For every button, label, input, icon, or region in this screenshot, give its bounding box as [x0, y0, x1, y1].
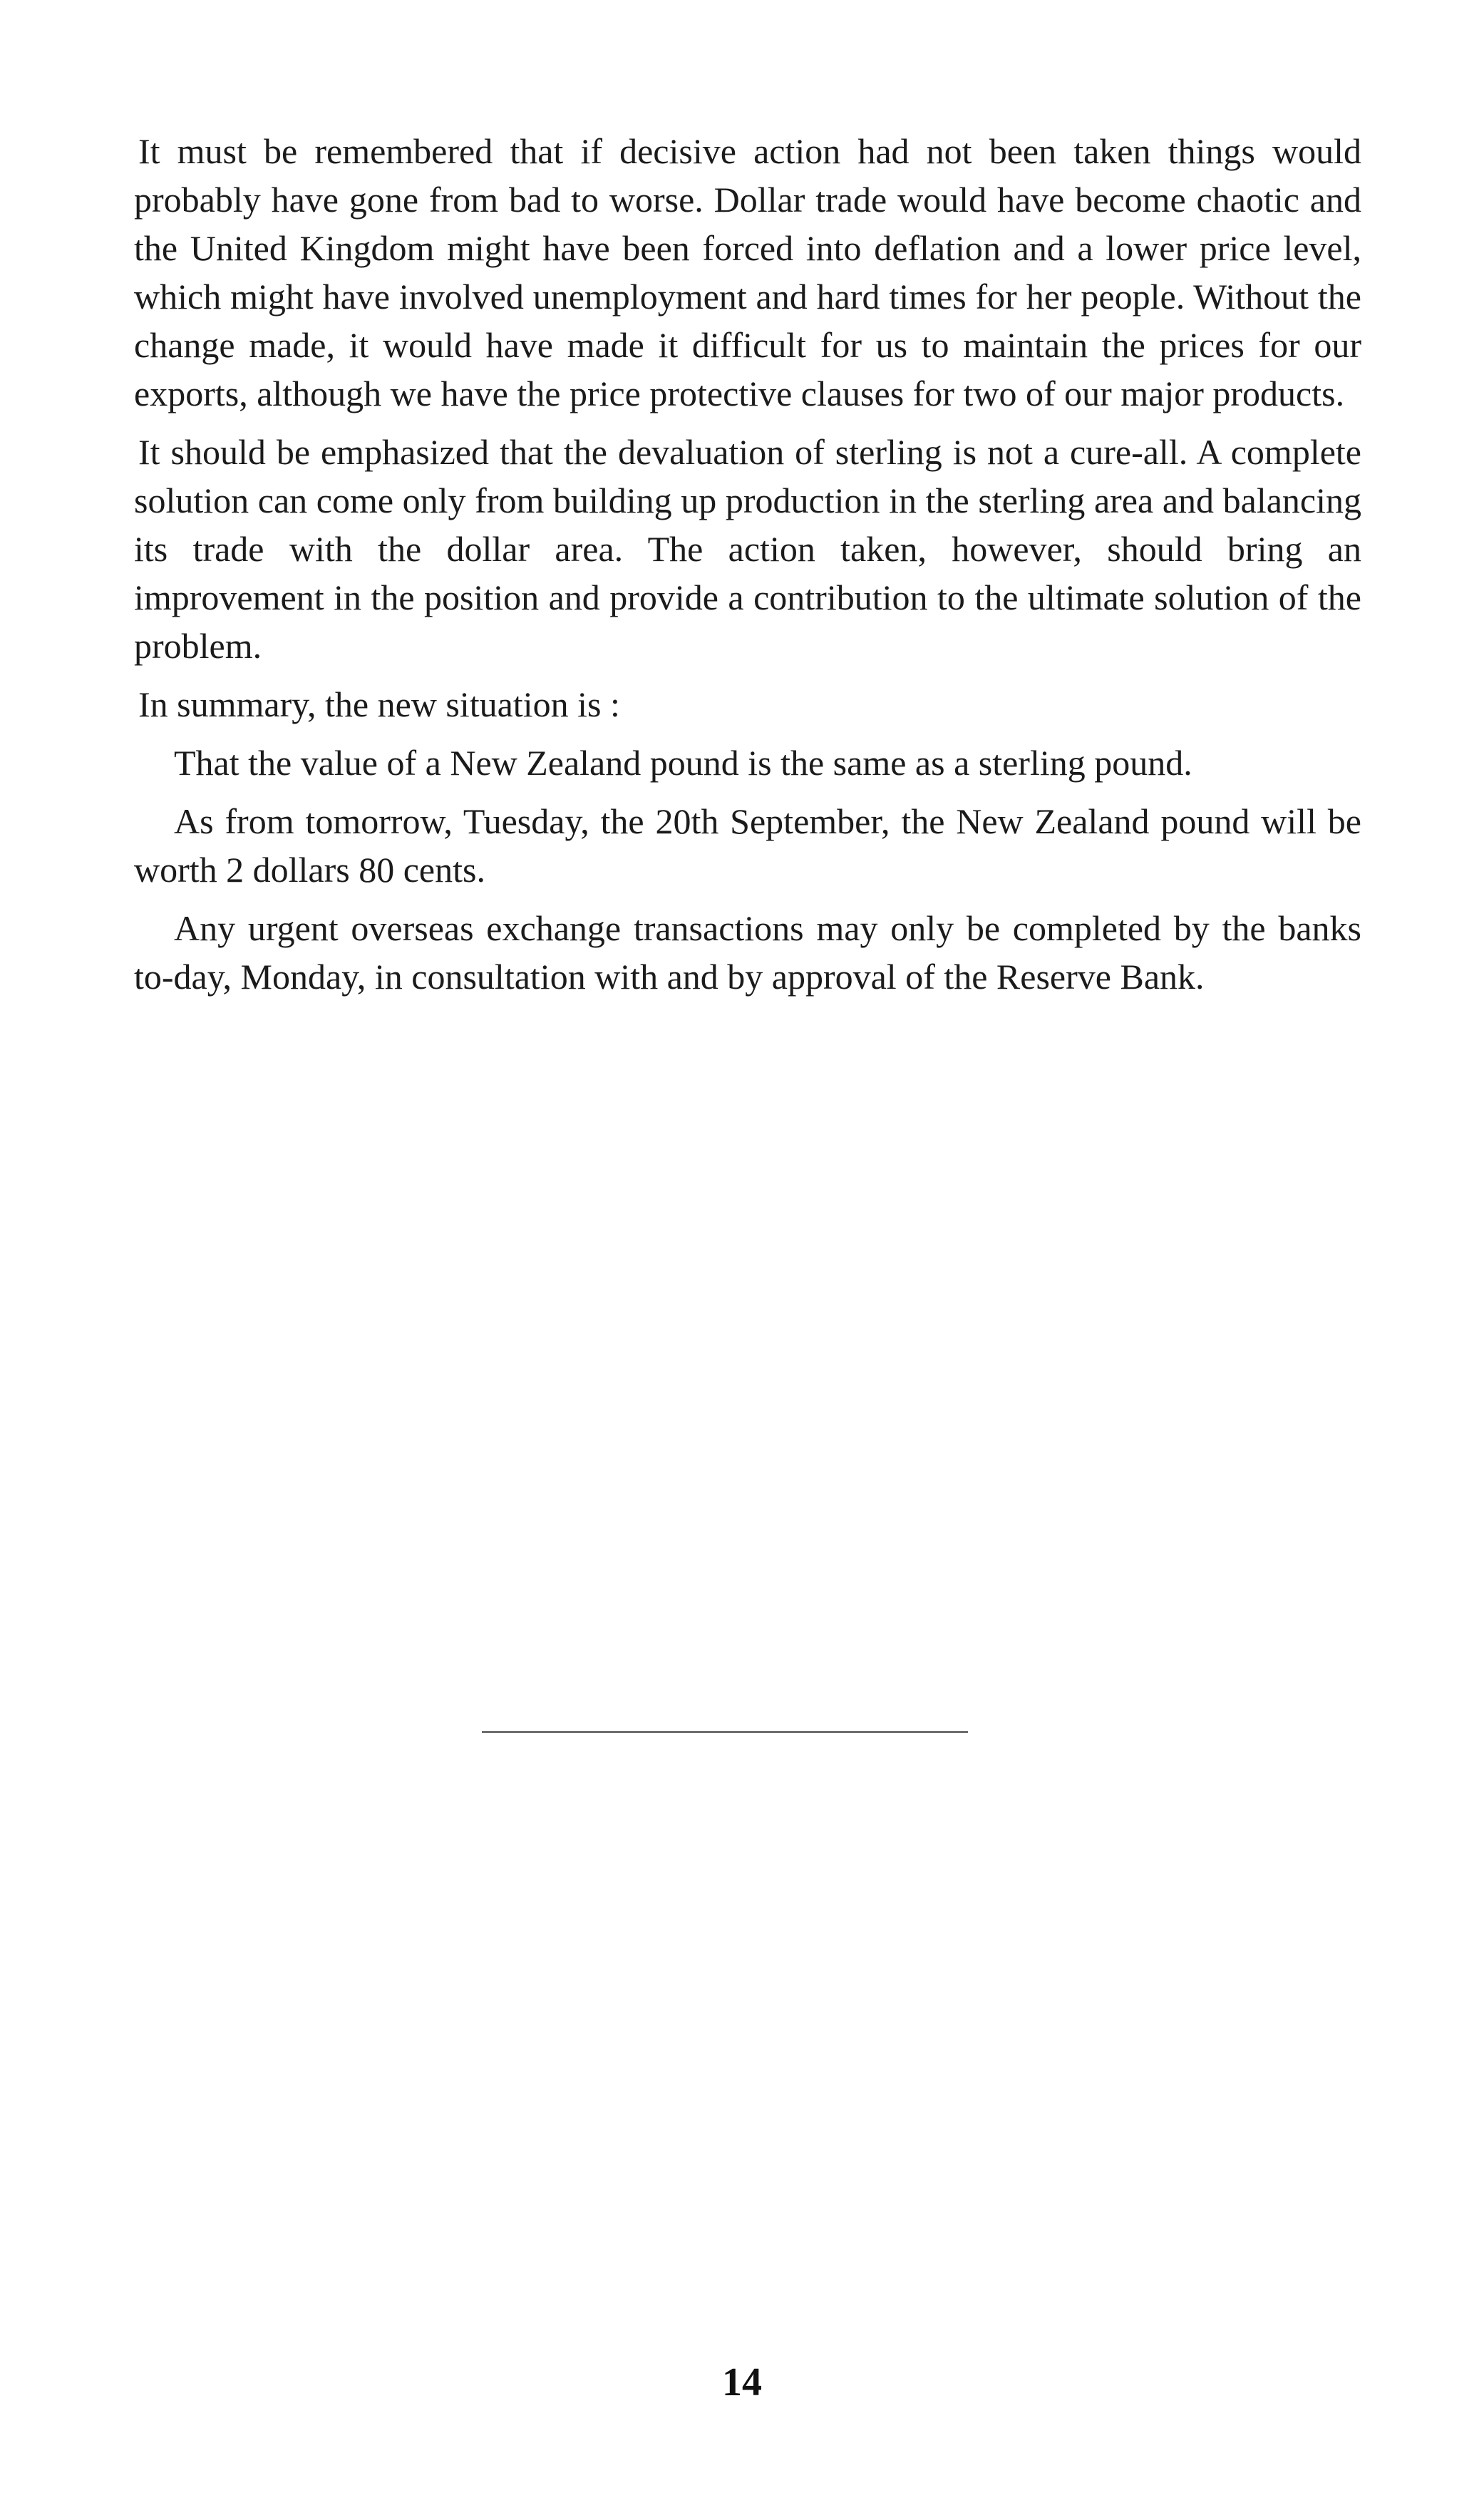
summary-item-pound-value: That the value of a New Zealand pound is the same as a sterling pound.: [174, 743, 1192, 783]
page-number: 14: [722, 2360, 762, 2405]
summary-item-exchange-rate: As from tomorrow, Tuesday, the 20th September, the New Zealand pound will be worth 2 dollars 80 cents.: [134, 801, 1361, 890]
section-divider: [482, 1731, 968, 1733]
paragraph-summary-intro: In summary, the new situation is :: [138, 684, 620, 724]
paragraph-devaluation: It should be emphasized that the devaluation of sterling is not a cure-all. A complete solution can come only from building up production in the sterling area and balancing its trade with the dollar area. The action taken, however, should bring an improvement in the position and provide a contribution to the ultimate solution of the problem.: [134, 432, 1361, 666]
summary-item-urgent-transactions: Any urgent overseas exchange transactions may only be completed by the banks to-day, Monday, in consultation with and by approval of the Reserve Bank.: [134, 908, 1361, 997]
paragraph-decisive-action: It must be remembered that if decisive action had not been taken things would probably have gone from bad to worse. Dollar trade would have become chaotic and the United Kingdom might have been forced into deflation and a lower price level, which might have involved unemployment and hard times for her people. Without the change made, it would have made it difficult for us to maintain the prices for our exports, although we have the price protective clauses for two of our major products.: [134, 131, 1361, 413]
body-text: [134, 127, 1361, 1011]
